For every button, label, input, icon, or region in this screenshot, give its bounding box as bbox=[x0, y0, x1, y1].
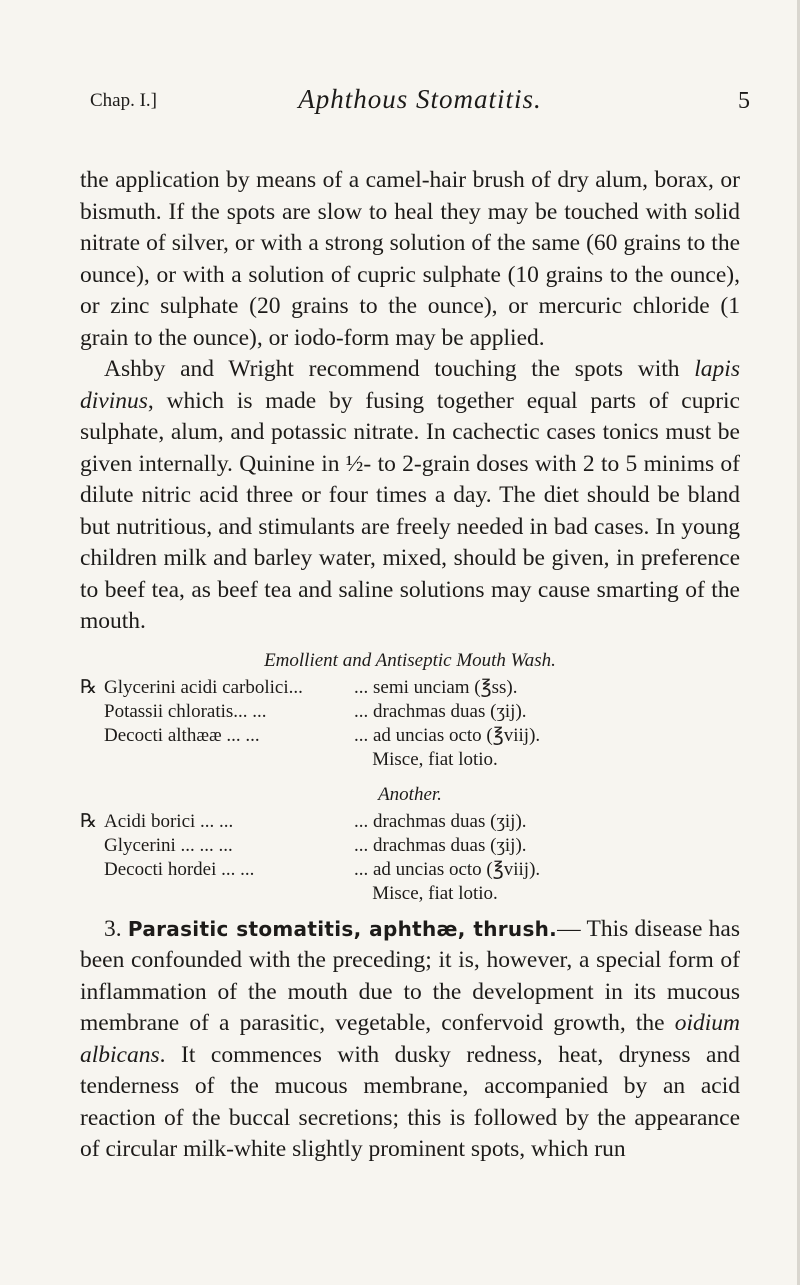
prescription-line bbox=[80, 676, 740, 700]
prescription-direction: Misce, fiat lotio. bbox=[372, 882, 498, 904]
amount: ... drachmas duas (ʒij). bbox=[354, 834, 527, 856]
ingredient: Potassii chloratis... ... bbox=[104, 700, 267, 722]
prescription-line bbox=[80, 724, 740, 748]
running-header bbox=[90, 84, 750, 124]
recipe-symbol: ℞ bbox=[80, 676, 98, 698]
recipe-symbol bbox=[80, 858, 104, 882]
italic-term-lapis-divinus: lapis divinus bbox=[80, 356, 740, 414]
amount: ... drachmas duas (ʒij). bbox=[354, 810, 527, 832]
section-3-text-end: . It commences with dusky redness, heat, dryness and tenderness of the mucous membrane, accompanied by an acid reaction of the buccal secretions; this is followed by the appearance of circular milk-white slightly prominent spots, which run bbox=[80, 1041, 740, 1162]
prescription-mouth-wash bbox=[80, 650, 740, 772]
prescription-title: Another. bbox=[378, 783, 442, 805]
paragraph-1: the application by means of a camel-hair brush of dry alum, borax, or bismuth. If the spots are slow to heal they may be touched with solid nitrate of silver, or with a strong solution of the same (60 grains to the ounce), or with a solution of cupric sulphate (10 grains to the ounce), or zinc sulphate (20 grains to the ounce), or mercuric chloride (1 grain to the ounce), or iodo-form may be applied. bbox=[80, 167, 740, 351]
ingredient: Decocti hordei ... ... bbox=[104, 858, 255, 880]
recipe-symbol: ℞ bbox=[80, 810, 98, 832]
amount: ... semi unciam (℥ss). bbox=[354, 676, 518, 698]
prescription-line bbox=[80, 810, 740, 834]
amount: ... ad uncias octo (℥viij). bbox=[354, 724, 541, 746]
ingredient: Decocti althææ ... ... bbox=[104, 724, 260, 746]
ingredient: Acidi borici ... ... bbox=[104, 810, 234, 832]
paragraph-2 bbox=[80, 354, 740, 638]
amount: ... ad uncias octo (℥viij). bbox=[354, 858, 541, 880]
recipe-symbol bbox=[80, 834, 104, 858]
prescription-line bbox=[80, 858, 740, 882]
section-3-text-start: — This disease has been confounded with the preceding; it is, however, a special form of inflammation of the mouth due to the development in its mucous membrane of a parasitic, vegetable, confervoid growth, the bbox=[80, 915, 741, 1036]
amount: ... drachmas duas (ʒij). bbox=[354, 700, 527, 722]
prescription-line bbox=[80, 834, 740, 858]
page-number: 5 bbox=[738, 88, 750, 114]
prescription-line bbox=[80, 700, 740, 724]
recipe-symbol bbox=[80, 724, 104, 748]
page-body bbox=[80, 165, 740, 1166]
paragraph-2-start: Ashby and Wright recommend touching the spots with bbox=[104, 356, 695, 382]
ingredient: Glycerini acidi carbolici... bbox=[104, 676, 303, 698]
section-heading: Parasitic stomatitis, aphthæ, thrush. bbox=[127, 916, 558, 941]
recipe-symbol bbox=[80, 700, 104, 724]
running-title: Aphthous Stomatitis. bbox=[298, 84, 542, 114]
section-number: 3. bbox=[104, 915, 122, 942]
italic-term-oidium-albicans: oidium albicans bbox=[80, 1010, 740, 1068]
paragraph-2-end: , which is made by fusing together equal parts of cupric sulphate, alum, and potassic nitrate. In cachectic cases tonics must be given internally. Quinine in ½- to 2-grain doses with 2 to 5 minims of dilute nitric acid three or four times a day. The diet should be bland but nutritious, and stimulants are freely needed in bad cases. In young children milk and barley water, mixed, should be given, in preference to beef tea, as beef tea and saline solutions may cause smarting of the mouth. bbox=[80, 387, 740, 634]
chapter-label: Chap. I.] bbox=[90, 90, 158, 111]
ingredient: Glycerini ... ... ... bbox=[104, 834, 233, 856]
prescription-title: Emollient and Antiseptic Mouth Wash. bbox=[264, 649, 556, 671]
prescription-another bbox=[80, 784, 740, 906]
section-3-paragraph bbox=[80, 914, 740, 1166]
prescription-direction: Misce, fiat lotio. bbox=[372, 748, 498, 770]
